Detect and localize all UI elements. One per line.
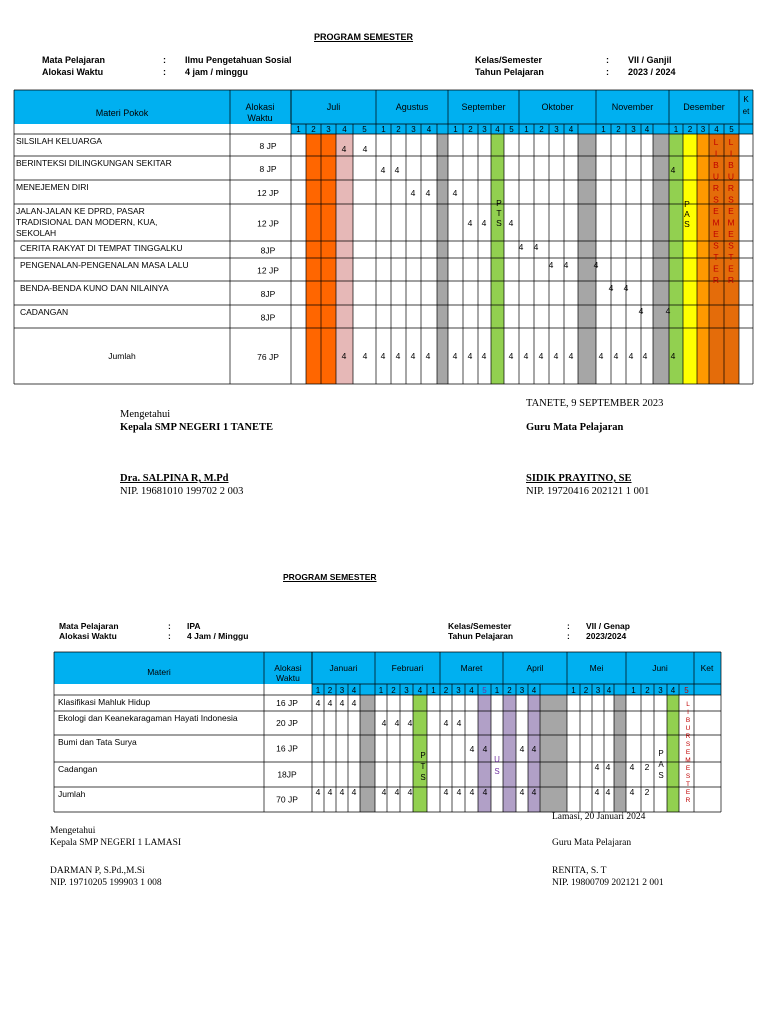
doc1-week-number: 1	[601, 125, 606, 134]
doc1-cell-value: 4	[467, 218, 473, 228]
doc2-row-materi: Jumlah	[58, 789, 86, 799]
doc2-value-tahun: 2023/2024	[586, 631, 627, 641]
doc1-header-alokasi: Waktu	[247, 113, 273, 123]
doc1-row-alokasi: 8JP	[260, 245, 276, 256]
doc2-cell-value: 4	[605, 762, 611, 772]
doc2-week-number: 4	[606, 686, 612, 695]
doc1-row-alokasi: 76 JP	[257, 352, 279, 362]
doc1-row-alokasi: 8 JP	[259, 164, 277, 174]
doc2-pts-label: S	[420, 773, 426, 782]
doc1-week-number: 3	[631, 125, 636, 134]
doc1-month-label: Juli	[326, 102, 341, 112]
doc1-left-caption: Mengetahui	[120, 409, 171, 420]
doc1-total-value: 4	[410, 351, 416, 361]
doc1-week-number: 3	[411, 125, 416, 134]
doc1-libur-label: R	[727, 183, 735, 193]
doc2-header-ket: Ket	[700, 663, 714, 673]
doc1-title: PROGRAM SEMESTER	[314, 32, 414, 42]
doc2-column-fill	[503, 695, 516, 812]
doc2-row-materi: Klasifikasi Mahluk Hidup	[58, 697, 151, 707]
doc2-total-value: 4	[351, 787, 357, 797]
doc2-row-alokasi: 16 JP	[276, 743, 298, 754]
doc1-month-label: November	[611, 102, 654, 112]
doc2-week-number: 2	[583, 686, 589, 695]
doc2-header-alokasi: Waktu	[276, 673, 300, 683]
doc1-row-materi: MENEJEMEN DIRI	[16, 182, 89, 192]
doc1-libur-label: S	[728, 194, 734, 205]
doc2-week-number: 3	[595, 686, 601, 695]
doc2-total-value: 4	[519, 787, 525, 797]
doc1-week-number: 5	[509, 125, 514, 134]
doc2-week-number: 1	[631, 686, 636, 695]
doc1-week-number: 3	[700, 125, 706, 134]
doc2-cell-value: 4	[519, 744, 525, 754]
doc1-pts-label: S	[496, 218, 502, 228]
doc1-total-value: 4	[628, 351, 634, 361]
doc2-total-value: 4	[315, 787, 321, 797]
doc1-cell-value: 4	[563, 260, 569, 270]
doc2-week-number: 3	[456, 686, 461, 695]
doc1-label-kelas: Kelas/Semester	[475, 55, 543, 65]
doc2-left-nip: NIP. 19710205 199903 1 008	[50, 878, 162, 888]
doc1-week-number: 2	[616, 125, 621, 134]
doc2-us-label: U	[494, 755, 500, 764]
doc2-cell-value: 4	[351, 698, 357, 708]
doc1-week-number: 2	[396, 125, 401, 134]
doc1-libur-label: E	[728, 206, 734, 216]
doc2-colon: :	[567, 631, 570, 641]
doc1-total-value: 4	[380, 351, 386, 361]
doc2-total-value: 4	[443, 787, 449, 797]
doc1-colon: :	[606, 67, 609, 77]
doc2-title: PROGRAM SEMESTER	[283, 572, 377, 582]
doc1-libur-label: R	[712, 275, 720, 285]
doc1-week-number: 5	[362, 125, 367, 134]
doc1-week-number: 4	[568, 125, 574, 134]
doc2-total-value: 4	[629, 787, 635, 797]
doc2-left-role: Kepala SMP NEGERI 1 LAMASI	[50, 838, 182, 848]
doc1-pts-label: P	[496, 198, 502, 208]
doc2-libur-label: L	[686, 701, 690, 708]
doc2-month-label: Maret	[460, 663, 483, 673]
doc1-week-number: 1	[453, 125, 458, 134]
doc1-cell-value: 4	[508, 218, 514, 228]
doc1-value-mapel: Ilmu Pengetahuan Sosial	[185, 55, 292, 65]
doc2-value-mapel: IPA	[187, 621, 201, 631]
doc2-column-fill	[614, 695, 626, 812]
doc1-week-number: 5	[729, 125, 734, 134]
doc1-right-role: Guru Mata Pelajaran	[526, 422, 624, 433]
doc1-row-materi: SILSILAH KELUARGA	[16, 136, 102, 146]
doc2-us-label: S	[494, 767, 500, 776]
doc2-libur-label: S	[685, 773, 691, 780]
doc2-libur-label: I	[687, 709, 689, 716]
doc2-total-value: 4	[407, 787, 413, 797]
doc2-left-name: DARMAN P, S.Pd.,M.Si	[50, 866, 145, 876]
doc2-cell-value: 4	[339, 698, 345, 708]
doc1-cell-value: 4	[533, 242, 539, 252]
doc1-libur-label: B	[713, 160, 719, 170]
doc1-row-alokasi: 8 JP	[259, 141, 277, 151]
doc2-week-number: 4	[351, 686, 357, 695]
doc1-left-role: Kepala SMP NEGERI 1 TANETE	[120, 422, 274, 433]
doc1-week-number: 1	[296, 125, 301, 134]
doc2-pas-label: P	[658, 749, 664, 758]
doc2-cell-value: 4	[394, 718, 400, 728]
doc1-right-nip: NIP. 19720416 202121 1 001	[526, 486, 650, 497]
doc2-place-date: Lamasi, 20 Januari 2024	[552, 812, 646, 822]
doc1-row-alokasi: 8JP	[260, 289, 276, 299]
doc2-total-value: 4	[327, 787, 333, 797]
doc1-value-alokasi: 4 jam / minggu	[185, 67, 249, 77]
doc1-total-value: 4	[508, 351, 514, 361]
doc2-cell-value: 4	[443, 718, 449, 728]
doc1-week-number: 4	[495, 125, 500, 134]
doc1-row-materi: BERINTEKSI DILINGKUNGAN SEKITAR	[16, 158, 172, 168]
doc2-libur-label: E	[685, 789, 691, 796]
doc2-pas-label: S	[658, 771, 664, 780]
doc1-row-materi: BENDA-BENDA KUNO DAN NILAINYA	[20, 283, 169, 293]
doc1-cell-value: 4	[670, 165, 676, 175]
doc2-libur-label: S	[685, 741, 691, 748]
doc2-header-materi: Materi	[147, 667, 171, 677]
doc1-libur-label: T	[728, 252, 734, 262]
doc1-right-name: SIDIK PRAYITNO, SE	[526, 473, 632, 484]
doc1-week-number: 3	[554, 125, 559, 134]
doc1-label-alokasi: Alokasi Waktu	[42, 67, 104, 77]
doc2-label-tahun: Tahun Pelajaran	[448, 631, 514, 641]
doc1-value-kelas: VII / Ganjil	[628, 55, 672, 65]
doc1-total-value: 4	[425, 351, 431, 361]
doc2-week-number: 2	[645, 686, 650, 695]
doc1-label-mapel: Mata Pelajaran	[42, 55, 106, 65]
doc2-row-materi: Bumi dan Tata Surya	[58, 737, 137, 747]
doc2-total-value: 4	[469, 787, 475, 797]
doc1-week-number: 1	[524, 125, 529, 134]
doc1-colon: :	[606, 55, 609, 65]
doc2-total-value: 4	[594, 787, 600, 797]
doc1-week-number: 1	[381, 125, 386, 134]
doc1-week-number: 4	[426, 125, 432, 134]
doc1-left-name: Dra. SALPINA R, M.Pd	[120, 473, 229, 484]
doc2-row-alokasi: 16 JP	[276, 698, 298, 708]
doc1-week-number: 3	[482, 125, 487, 134]
doc1-libur-label: B	[728, 160, 734, 170]
doc1-pas-label: A	[684, 209, 690, 219]
doc1-pas-label: P	[684, 199, 690, 209]
doc2-cell-value: 4	[469, 744, 475, 754]
doc2-week-number: 2	[327, 686, 333, 695]
doc2-cell-value: 4	[407, 718, 413, 728]
doc1-cell-value: 4	[341, 144, 347, 154]
doc1-libur-label: I	[729, 148, 733, 159]
doc2-column-fill	[667, 695, 679, 812]
doc1-libur-label: S	[728, 240, 734, 251]
doc1-cell-value: 4	[638, 306, 644, 316]
doc2-week-number: 4	[417, 686, 423, 695]
doc2-value-kelas: VII / Genap	[586, 621, 630, 631]
doc1-total-value: 4	[553, 351, 559, 361]
doc1-cell-value: 4	[481, 218, 487, 228]
doc2-header-alokasi: Alokasi	[274, 663, 302, 673]
doc2-total-value: 4	[456, 787, 462, 797]
doc2-cell-value: 4	[315, 698, 321, 708]
doc2-row-alokasi: 18JP	[277, 769, 297, 780]
doc2-total-value: 4	[531, 787, 537, 797]
doc2-total-value: 4	[381, 787, 387, 797]
doc2-row-alokasi: 70 JP	[276, 794, 298, 805]
doc2-total-value: 2	[644, 787, 650, 797]
doc1-libur-label: U	[712, 171, 720, 182]
doc1-total-value: 4	[642, 351, 648, 361]
doc2-week-number: 1	[315, 686, 321, 695]
doc1-row-alokasi: 12 JP	[257, 188, 279, 198]
doc2-libur-label: M	[685, 757, 691, 764]
doc1-row-alokasi: 12 JP	[257, 265, 279, 276]
doc2-week-number: 5	[684, 686, 689, 695]
doc1-month-label: Desember	[683, 102, 725, 112]
doc1-total-value: 4	[598, 351, 604, 361]
doc1-total-value: 4	[670, 351, 676, 361]
doc1-libur-label: E	[713, 263, 719, 274]
doc2-right-name: RENITA, S. T	[552, 866, 607, 876]
doc2-colon: :	[168, 621, 171, 631]
doc2-cell-value: 4	[482, 744, 488, 754]
doc1-cell-value: 4	[362, 144, 368, 154]
doc2-pts-label: T	[420, 762, 426, 771]
doc1-week-number: 1	[673, 125, 679, 134]
doc1-row-alokasi: 8JP	[260, 312, 276, 323]
doc1-libur-label: L	[728, 137, 734, 147]
doc2-week-number: 3	[658, 686, 663, 695]
doc1-pas-label: S	[684, 219, 690, 229]
doc1-libur-label: M	[727, 217, 735, 228]
doc2-month-label: Mei	[589, 663, 604, 673]
doc1-colon: :	[163, 67, 166, 77]
doc1-week-number: 2	[539, 125, 544, 134]
doc2-week-number: 4	[531, 686, 537, 695]
doc2-cell-value: 4	[629, 762, 635, 772]
doc1-header-ket: K	[743, 95, 749, 104]
doc2-week-number: 3	[339, 686, 345, 695]
doc2-cell-value: 2	[644, 762, 650, 772]
doc2-cell-value: 4	[381, 718, 387, 728]
doc2-row-materi: Ekologi dan Keanekaragaman Hayati Indonesia	[58, 713, 238, 723]
doc1-total-value: 4	[452, 351, 458, 361]
doc1-total-value: 4	[523, 351, 529, 361]
doc1-libur-label: U	[727, 171, 735, 182]
doc1-libur-label: E	[728, 263, 734, 274]
doc2-libur-label: U	[685, 725, 691, 732]
doc1-week-number: 2	[687, 125, 693, 134]
doc1-row-materi: CADANGAN	[20, 307, 69, 317]
doc2-cell-value: 4	[531, 744, 537, 754]
doc2-week-number: 4	[670, 686, 676, 695]
doc2-week-number: 1	[431, 686, 436, 695]
doc1-cell-value: 4	[518, 242, 524, 252]
doc2-month-label: Januari	[329, 663, 358, 673]
doc2-cell-value: 4	[594, 762, 600, 772]
doc1-pts-label: T	[496, 208, 502, 218]
doc2-week-number: 2	[391, 686, 396, 695]
doc1-libur-label: E	[713, 206, 719, 216]
doc1-week-number: 3	[326, 125, 331, 134]
doc2-column-fill	[365, 695, 375, 812]
doc2-week-number: 4	[469, 686, 474, 695]
doc1-total-value: 4	[481, 351, 487, 361]
doc2-week-number: 2	[507, 686, 512, 695]
doc1-total-value: 4	[613, 351, 619, 361]
doc2-cell-value: 4	[456, 718, 462, 728]
doc2-row-alokasi: 20 JP	[276, 718, 298, 728]
doc2-libur-label: R	[685, 733, 691, 740]
doc1-week-number: 4	[644, 125, 650, 134]
doc1-row-materi: JALAN-JALAN KE DPRD, PASAR TRADISIONAL DAN MODERN, KUA, SEKOLAH	[16, 206, 158, 238]
doc1-libur-label: S	[713, 194, 719, 205]
doc2-month-label: April	[526, 663, 544, 673]
doc1-cell-value: 4	[425, 188, 431, 198]
doc1-total-value: 4	[538, 351, 544, 361]
doc1-total-value: 4	[395, 351, 401, 361]
doc2-value-alokasi: 4 Jam / Minggu	[187, 631, 249, 641]
doc1-row-materi: PENGENALAN-PENGENALAN MASA LALU	[20, 260, 189, 270]
doc1-label-tahun: Tahun Pelajaran	[475, 67, 544, 77]
doc1-libur-label: M	[712, 217, 720, 228]
doc1-cell-value: 4	[665, 306, 671, 316]
doc2-pts-label: P	[420, 751, 426, 760]
doc1-header-ket: et	[742, 107, 750, 116]
doc1-libur-label: I	[714, 148, 718, 159]
doc2-label-kelas: Kelas/Semester	[448, 621, 512, 631]
doc1-left-nip: NIP. 19681010 199702 2 003	[120, 486, 244, 497]
doc1-libur-label: S	[713, 240, 719, 251]
doc1-cell-value: 4	[608, 283, 614, 293]
doc2-right-nip: NIP. 19800709 202121 2 001	[552, 878, 664, 888]
doc2-column-fill	[540, 695, 567, 812]
doc1-libur-label: E	[728, 229, 734, 239]
doc1-cell-value: 4	[452, 188, 458, 198]
doc1-week-number: 4	[714, 125, 719, 134]
doc2-total-value: 4	[394, 787, 400, 797]
doc1-total-value: 4	[467, 351, 473, 361]
doc2-week-number: 1	[378, 686, 384, 695]
doc2-libur-label: R	[685, 797, 691, 804]
doc2-week-number: 3	[519, 686, 525, 695]
doc1-cell-value: 4	[410, 188, 416, 198]
doc1-total-value: 4	[362, 351, 368, 361]
doc1-cell-value: 4	[394, 165, 400, 175]
doc2-week-number: 2	[443, 686, 449, 695]
doc1-week-number: 4	[342, 125, 347, 134]
doc2-total-value: 4	[482, 787, 488, 797]
doc2-week-number: 5	[482, 686, 487, 695]
doc2-cell-value: 4	[327, 698, 333, 708]
doc2-libur-label: B	[685, 717, 691, 724]
doc1-row-materi: CERITA RAKYAT DI TEMPAT TINGGALKU	[20, 243, 183, 253]
doc2-month-label: Februari	[391, 663, 424, 673]
doc2-pas-label: A	[658, 760, 664, 769]
doc1-row-alokasi: 12 JP	[257, 218, 279, 229]
doc1-month-label: September	[461, 102, 506, 112]
doc2-month-label: Juni	[652, 663, 668, 673]
doc1-cell-value: 4	[593, 260, 599, 270]
doc1-cell-value: 4	[548, 260, 554, 270]
doc1-week-number: 2	[468, 125, 473, 134]
doc1-colon: :	[163, 55, 166, 65]
doc2-week-number: 1	[571, 686, 576, 695]
doc2-row-materi: Cadangan	[58, 764, 98, 774]
doc1-header-alokasi: Alokasi	[245, 102, 275, 112]
doc2-week-number: 1	[494, 686, 500, 695]
doc1-row-materi: Jumlah	[108, 351, 136, 361]
doc2-libur-label: E	[685, 749, 691, 756]
doc2-libur-label: E	[685, 765, 691, 772]
doc1-total-value: 4	[341, 351, 347, 361]
doc1-month-label: Agustus	[395, 102, 429, 112]
doc2-label-alokasi: Alokasi Waktu	[59, 631, 117, 641]
doc2-right-role: Guru Mata Pelajaran	[552, 838, 632, 848]
doc1-month-label: Oktober	[541, 102, 574, 112]
doc1-libur-label: E	[713, 229, 719, 239]
doc1-libur-label: T	[713, 252, 719, 262]
doc1-week-number: 2	[311, 125, 316, 134]
doc2-total-value: 4	[605, 787, 611, 797]
doc1-cell-value: 4	[380, 165, 386, 175]
doc2-libur-label: T	[686, 781, 690, 788]
doc1-total-value: 4	[568, 351, 574, 361]
doc2-left-caption: Mengetahui	[50, 826, 96, 836]
doc1-cell-value: 4	[623, 283, 629, 293]
doc2-week-number: 3	[404, 686, 409, 695]
doc1-value-tahun: 2023 / 2024	[628, 67, 676, 77]
doc1-libur-label: R	[727, 275, 735, 285]
doc1-header-materi: Materi Pokok	[95, 108, 149, 118]
doc1-libur-label: L	[713, 137, 719, 147]
doc2-label-mapel: Mata Pelajaran	[59, 621, 119, 631]
doc2-total-value: 4	[339, 787, 345, 797]
doc1-libur-label: R	[712, 183, 720, 193]
doc2-colon: :	[168, 631, 171, 641]
doc2-colon: :	[567, 621, 570, 631]
doc1-place-date: TANETE, 9 SEPTEMBER 2023	[526, 398, 664, 409]
